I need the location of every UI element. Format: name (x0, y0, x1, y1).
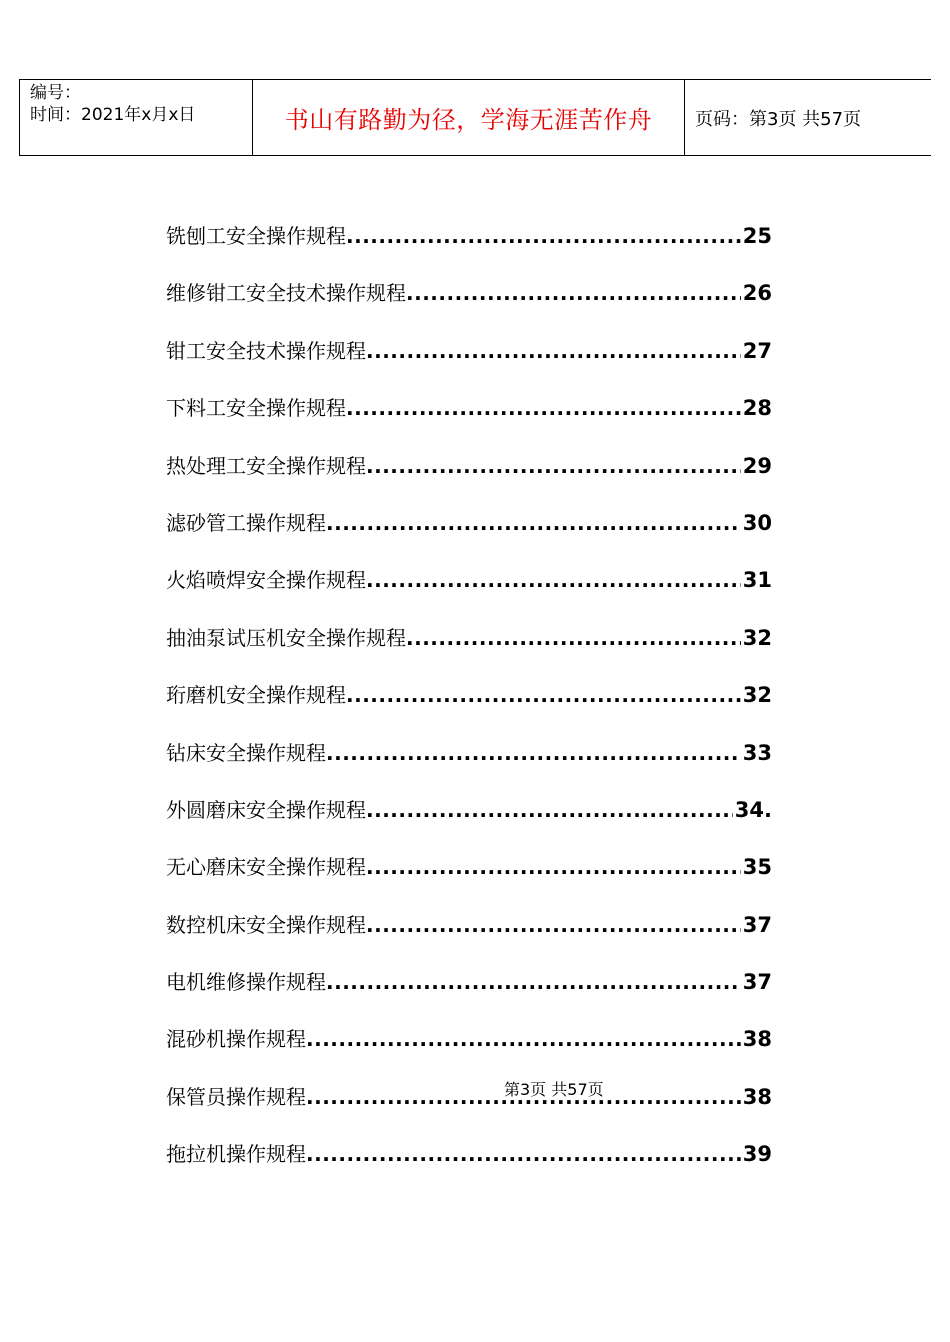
toc-entry[interactable] (166, 903, 778, 960)
toc-entry-page: 27 (742, 338, 772, 363)
toc-entry-page: 38 (742, 1084, 772, 1109)
toc-entry-page: 32 (742, 625, 772, 650)
toc-entry[interactable] (166, 558, 778, 615)
toc-dot-leader (366, 329, 741, 373)
document-header (19, 79, 931, 156)
toc-entry-page: 37 (742, 912, 772, 937)
toc-entry[interactable] (166, 673, 778, 730)
toc-entry-page: 34. (734, 797, 772, 822)
toc-entry[interactable] (166, 329, 778, 386)
toc-entry-page: 29 (742, 453, 772, 478)
toc-dot-leader (406, 616, 741, 660)
toc-entry-title: 珩磨机安全操作规程 (166, 683, 346, 708)
toc-entry-page: 39 (742, 1142, 772, 1167)
document-number-label: 编号： (30, 83, 81, 103)
toc-entry-title: 电机维修操作规程 (166, 970, 326, 995)
footer-page-number: 第3页 共57页 (504, 1080, 604, 1099)
toc-entry-title: 铣刨工安全操作规程 (166, 224, 346, 248)
toc-dot-leader (366, 558, 741, 602)
toc-entry-title: 钳工安全技术操作规程 (166, 338, 366, 363)
toc-entry[interactable] (166, 616, 778, 673)
toc-entry-page: 32 (742, 683, 772, 708)
toc-dot-leader (366, 444, 741, 488)
toc-dot-leader (346, 673, 741, 717)
toc-entry-page: 28 (742, 396, 772, 421)
toc-entry[interactable] (166, 788, 778, 845)
toc-entry-page: 33 (742, 740, 772, 765)
toc-entry[interactable] (166, 960, 778, 1017)
toc-entry-title: 维修钳工安全技术操作规程 (166, 281, 406, 306)
toc-dot-leader (306, 1132, 741, 1176)
toc-dot-leader (406, 271, 741, 315)
toc-dot-leader (366, 903, 741, 947)
toc-entry[interactable] (166, 501, 778, 558)
toc-dot-leader (346, 214, 741, 258)
toc-entry[interactable] (166, 731, 778, 788)
toc-entry-title: 无心磨床安全操作规程 (166, 855, 366, 880)
toc-entry-title: 滤砂管工操作规程 (166, 510, 326, 535)
toc-entry-title: 外圆磨床安全操作规程 (166, 797, 366, 822)
toc-entry-page: 25 (742, 224, 772, 248)
toc-entry[interactable] (166, 1132, 778, 1189)
toc-dot-leader (326, 501, 741, 545)
toc-entry-page: 30 (742, 510, 772, 535)
toc-entry-title: 火焰喷焊安全操作规程 (166, 568, 366, 593)
toc-entry-title: 拖拉机操作规程 (166, 1142, 306, 1167)
toc-entry-page: 37 (742, 970, 772, 995)
toc-entry[interactable] (166, 271, 778, 328)
header-meta-cell (20, 80, 253, 156)
toc-dot-leader (366, 845, 741, 889)
toc-dot-leader (326, 731, 741, 775)
toc-entry-page: 31 (742, 568, 772, 593)
toc-entry-title: 抽油泵试压机安全操作规程 (166, 625, 406, 650)
toc-entry-page: 35 (742, 855, 772, 880)
toc-entry-title: 数控机床安全操作规程 (166, 912, 366, 937)
toc-entry-title: 保管员操作规程 (166, 1084, 306, 1109)
toc-entry-title: 下料工安全操作规程 (166, 396, 346, 421)
toc-dot-leader (366, 788, 733, 832)
toc-entry[interactable] (166, 386, 778, 443)
header-page-info: 页码：第3页 共57页 (685, 80, 932, 156)
header-motto: 书山有路勤为径，学海无涯苦作舟 (253, 80, 685, 156)
toc-entry-title: 混砂机操作规程 (166, 1027, 306, 1052)
toc-dot-leader (346, 386, 741, 430)
toc-entry-title: 钻床安全操作规程 (166, 740, 326, 765)
toc-entry-title: 热处理工安全操作规程 (166, 453, 366, 478)
toc-dot-leader (326, 960, 741, 1004)
toc-entry[interactable] (166, 1075, 778, 1132)
toc-entry-page: 38 (742, 1027, 772, 1052)
toc-entry[interactable] (166, 214, 778, 271)
document-time-label: 时间：2021年x月x日 (30, 105, 196, 125)
toc-dot-leader (306, 1017, 741, 1061)
toc-entry[interactable] (166, 1017, 778, 1074)
toc-entry[interactable] (166, 845, 778, 902)
table-of-contents (166, 214, 778, 1190)
toc-entry[interactable] (166, 444, 778, 501)
toc-entry-page: 26 (742, 281, 772, 306)
